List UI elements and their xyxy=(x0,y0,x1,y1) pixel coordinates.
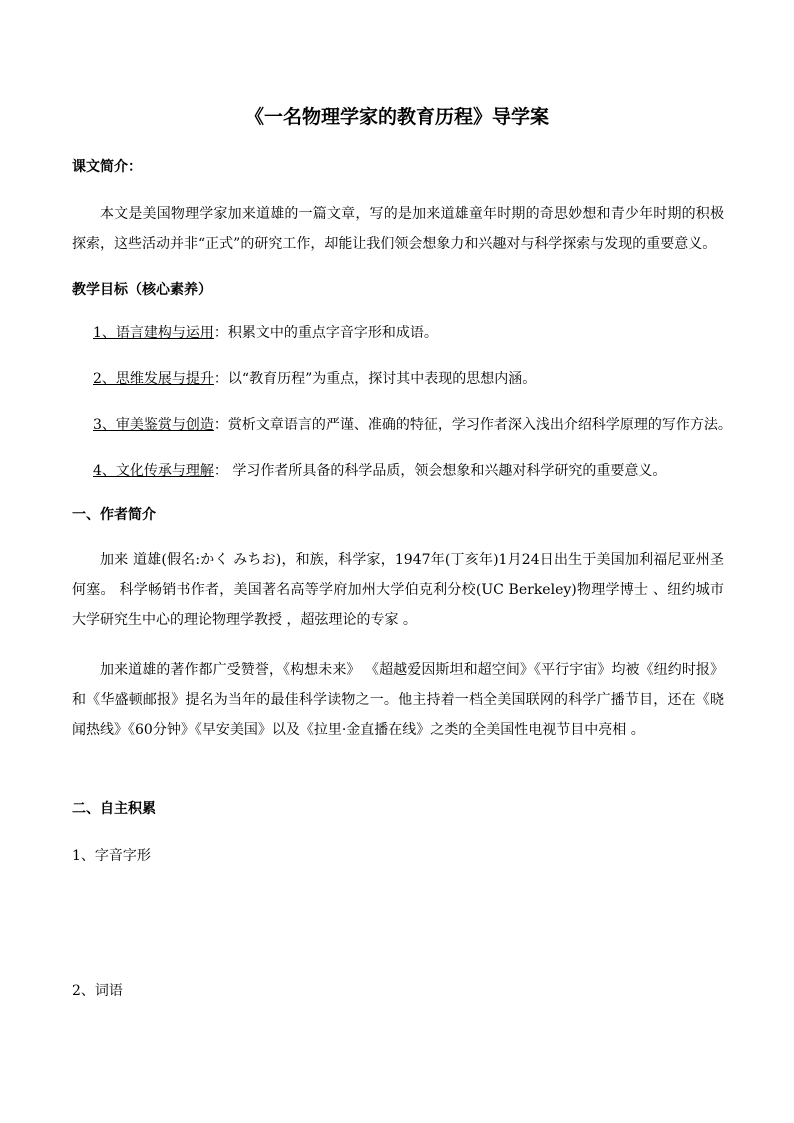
intro-heading: 课文简介： xyxy=(72,159,142,175)
goal-text: ：以“教育历程”为重点，探讨其中表现的思想内涵。 xyxy=(213,371,537,387)
goal-text: ： 学习作者所具备的科学品质，领会想象和兴趣对科学研究的重要意义。 xyxy=(213,463,667,479)
goal-label: 4、文化传承与理解 xyxy=(93,463,214,479)
goal-item-3 xyxy=(93,415,732,435)
goal-label: 2、思维发展与提升 xyxy=(93,371,214,387)
goal-item-1 xyxy=(93,323,438,343)
author-paragraph-2: 加来道雄的著作都广受赞誉，《构想未来》 《超越爱因斯坦和超空间》《平行宇宙》均被《纽约时报》和《华盛顿邮报》提名为当年的最佳科学读物之一。他主持着一档全美国联网的科学广播节目，还在《晓闻热线》《60分钟》《早安美国》以及《拉里·金直播在线》之类的全美国性电视节目中亮相 。 xyxy=(72,662,724,738)
page-title: 《一名物理学家的教育历程》导学案 xyxy=(244,106,549,128)
goal-item-4 xyxy=(93,461,666,481)
goal-label: 1、语言建构与运用 xyxy=(93,325,214,341)
goal-label: 3、审美鉴赏与创造 xyxy=(93,417,214,433)
self-study-item-pronunciation: 1、字音字形 xyxy=(72,848,151,864)
goal-item-2 xyxy=(93,369,536,389)
author-heading: 一、作者简介 xyxy=(72,507,156,523)
intro-paragraph: 本文是美国物理学家加来道雄的一篇文章，写的是加来道雄童年时期的奇思妙想和青少年时期的积极探索，这些活动并非“正式”的研究工作，却能让我们领会想象力和兴趣对与科学探索与发现的重要意义。 xyxy=(72,206,724,252)
self-study-heading: 二、自主积累 xyxy=(72,801,156,817)
goals-heading: 教学目标（核心素养） xyxy=(72,282,212,298)
author-paragraph-1: 加来 道雄(假名:かく みちお)，和族，科学家，1947年(丁亥年)1月24日出生于美国加利福尼亚州圣何塞。 科学畅销书作者，美国著名高等学府加州大学伯克利分校(UC Berkeley)物理学博士 、纽约城市大学研究生中心的理论物理学教授 ，超弦理论的专家 。 xyxy=(72,552,724,628)
goal-text: ：积累文中的重点字音字形和成语。 xyxy=(213,325,438,341)
goal-text: ：赏析文章语言的严谨、准确的特征，学习作者深入浅出介绍科学原理的写作方法。 xyxy=(213,417,732,433)
self-study-item-vocabulary: 2、词语 xyxy=(72,983,123,999)
